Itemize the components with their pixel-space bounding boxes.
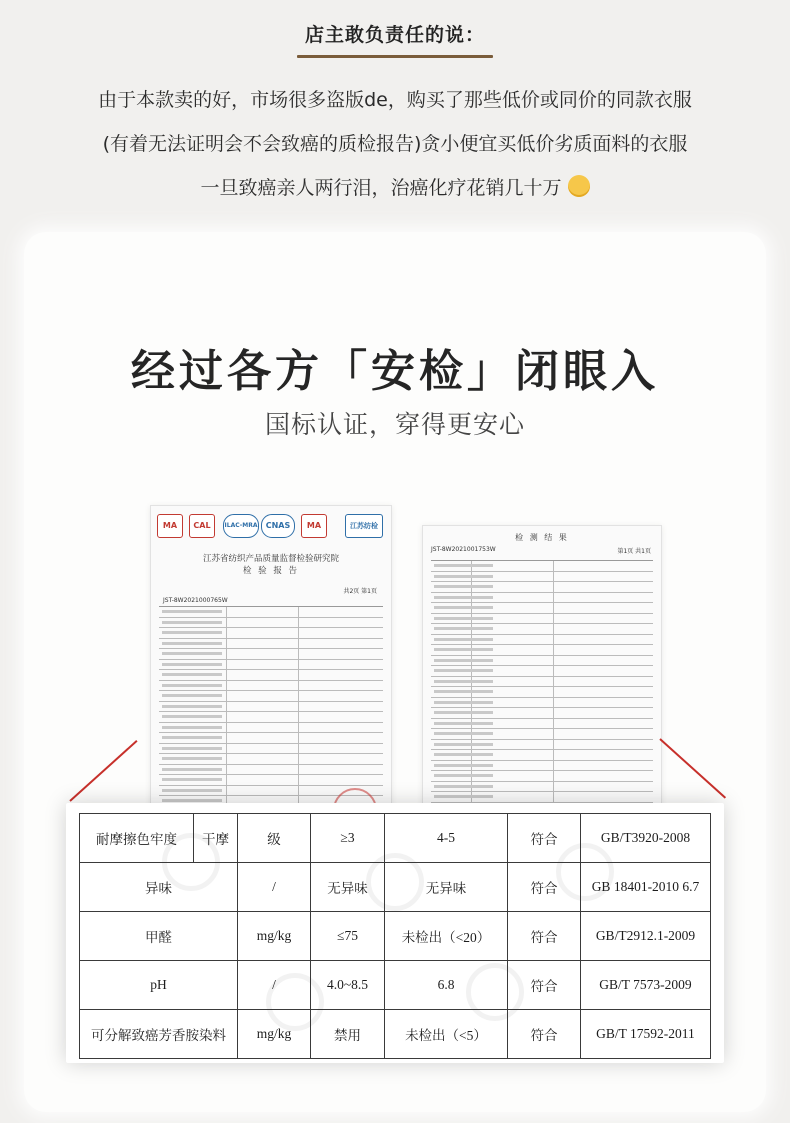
unit-cell: / [238, 863, 311, 912]
results-doc-title: 检 测 结 果 [515, 533, 569, 542]
test-item: 耐摩擦色牢度 [80, 814, 194, 863]
test-item: 可分解致癌芳香胺染料 [80, 1010, 238, 1059]
unit-cell: / [238, 961, 311, 1010]
report-page-no: 共2页 第1页 [343, 588, 377, 595]
section-title [0, 20, 790, 58]
unit-cell: 级 [238, 814, 311, 863]
cnas-logo: CNAS [261, 514, 295, 538]
ma-logo: MA [157, 514, 183, 538]
method-cell: GB/T3920-2008 [581, 814, 711, 863]
method-cell: GB/T2912.1-2009 [581, 912, 711, 961]
ma-logo-2: MA [301, 514, 327, 538]
report-number: JST-8W2021000765W [163, 597, 228, 604]
verdict-cell: 符合 [508, 1010, 581, 1059]
standard-cell: ≤75 [311, 912, 385, 961]
inspection-report-left [150, 505, 392, 832]
hero-headline: 经过各方「安检」闭眼入 [131, 346, 659, 397]
intro-line-1: 由于本款卖的好，市场很多盗版de，购买了那些低价或同价的同款衣服 [98, 89, 692, 111]
table-row [80, 912, 711, 961]
test-item: 异味 [80, 863, 238, 912]
verdict-cell: 符合 [508, 863, 581, 912]
intro-line-3-wrap [0, 174, 790, 202]
cal-logo: CAL [189, 514, 215, 538]
unit-cell: mg/kg [238, 912, 311, 961]
test-item: pH [80, 961, 238, 1010]
results-page-no: 第1页 共1页 [617, 548, 651, 555]
table-row [80, 961, 711, 1010]
table-row [80, 814, 711, 863]
report-org-name: 江苏省纺织产品质量监督检验研究院 [202, 554, 339, 564]
intro-line-3: 一旦致癌亲人两行泪，治癌化疗花销几十万 [200, 177, 562, 199]
results-detail-table [431, 560, 653, 832]
measured-cell: 未检出（<5） [385, 1010, 508, 1059]
standard-cell: ≥3 [311, 814, 385, 863]
sick-face-icon [568, 175, 590, 197]
jiangsu-textile-logo: 江苏纺检 [345, 514, 383, 538]
method-cell: GB/T 17592-2011 [581, 1010, 711, 1059]
measured-cell: 无异味 [385, 863, 508, 912]
table-row [80, 863, 711, 912]
verdict-cell: 符合 [508, 912, 581, 961]
unit-cell: mg/kg [238, 1010, 311, 1059]
section-title-text: 店主敢负责任的说： [304, 24, 485, 46]
certification-logos [157, 514, 385, 540]
method-cell: GB/T 7573-2009 [581, 961, 711, 1010]
measured-cell: 4-5 [385, 814, 508, 863]
method-cell: GB 18401-2010 6.7 [581, 863, 711, 912]
test-item: 甲醛 [80, 912, 238, 961]
verdict-cell: 符合 [508, 961, 581, 1010]
table-row [80, 1010, 711, 1059]
ilac-mra-logo: ILAC-MRA [223, 514, 259, 538]
measured-cell: 6.8 [385, 961, 508, 1010]
inspection-report-right [422, 525, 662, 832]
verdict-cell: 符合 [508, 814, 581, 863]
results-zoom-box [66, 803, 724, 1063]
standard-cell: 无异味 [311, 863, 385, 912]
test-sub-item: 干摩 [194, 814, 238, 863]
intro-line-2: (有着无法证明会不会致癌的质检报告)贪小便宜买低价劣质面料的衣服 [102, 133, 688, 155]
hero-subheadline: 国标认证，穿得更安心 [264, 410, 525, 439]
standard-cell: 4.0~8.5 [311, 961, 385, 1010]
measured-cell: 未检出（<20） [385, 912, 508, 961]
title-underline [297, 55, 493, 58]
intro-paragraph [0, 86, 790, 218]
report-info-table [159, 606, 383, 817]
results-report-number: JST-8W2021001753W [431, 546, 496, 553]
report-doc-title: 检 验 报 告 [242, 566, 300, 576]
standard-cell: 禁用 [311, 1010, 385, 1059]
test-results-table [79, 813, 711, 1059]
